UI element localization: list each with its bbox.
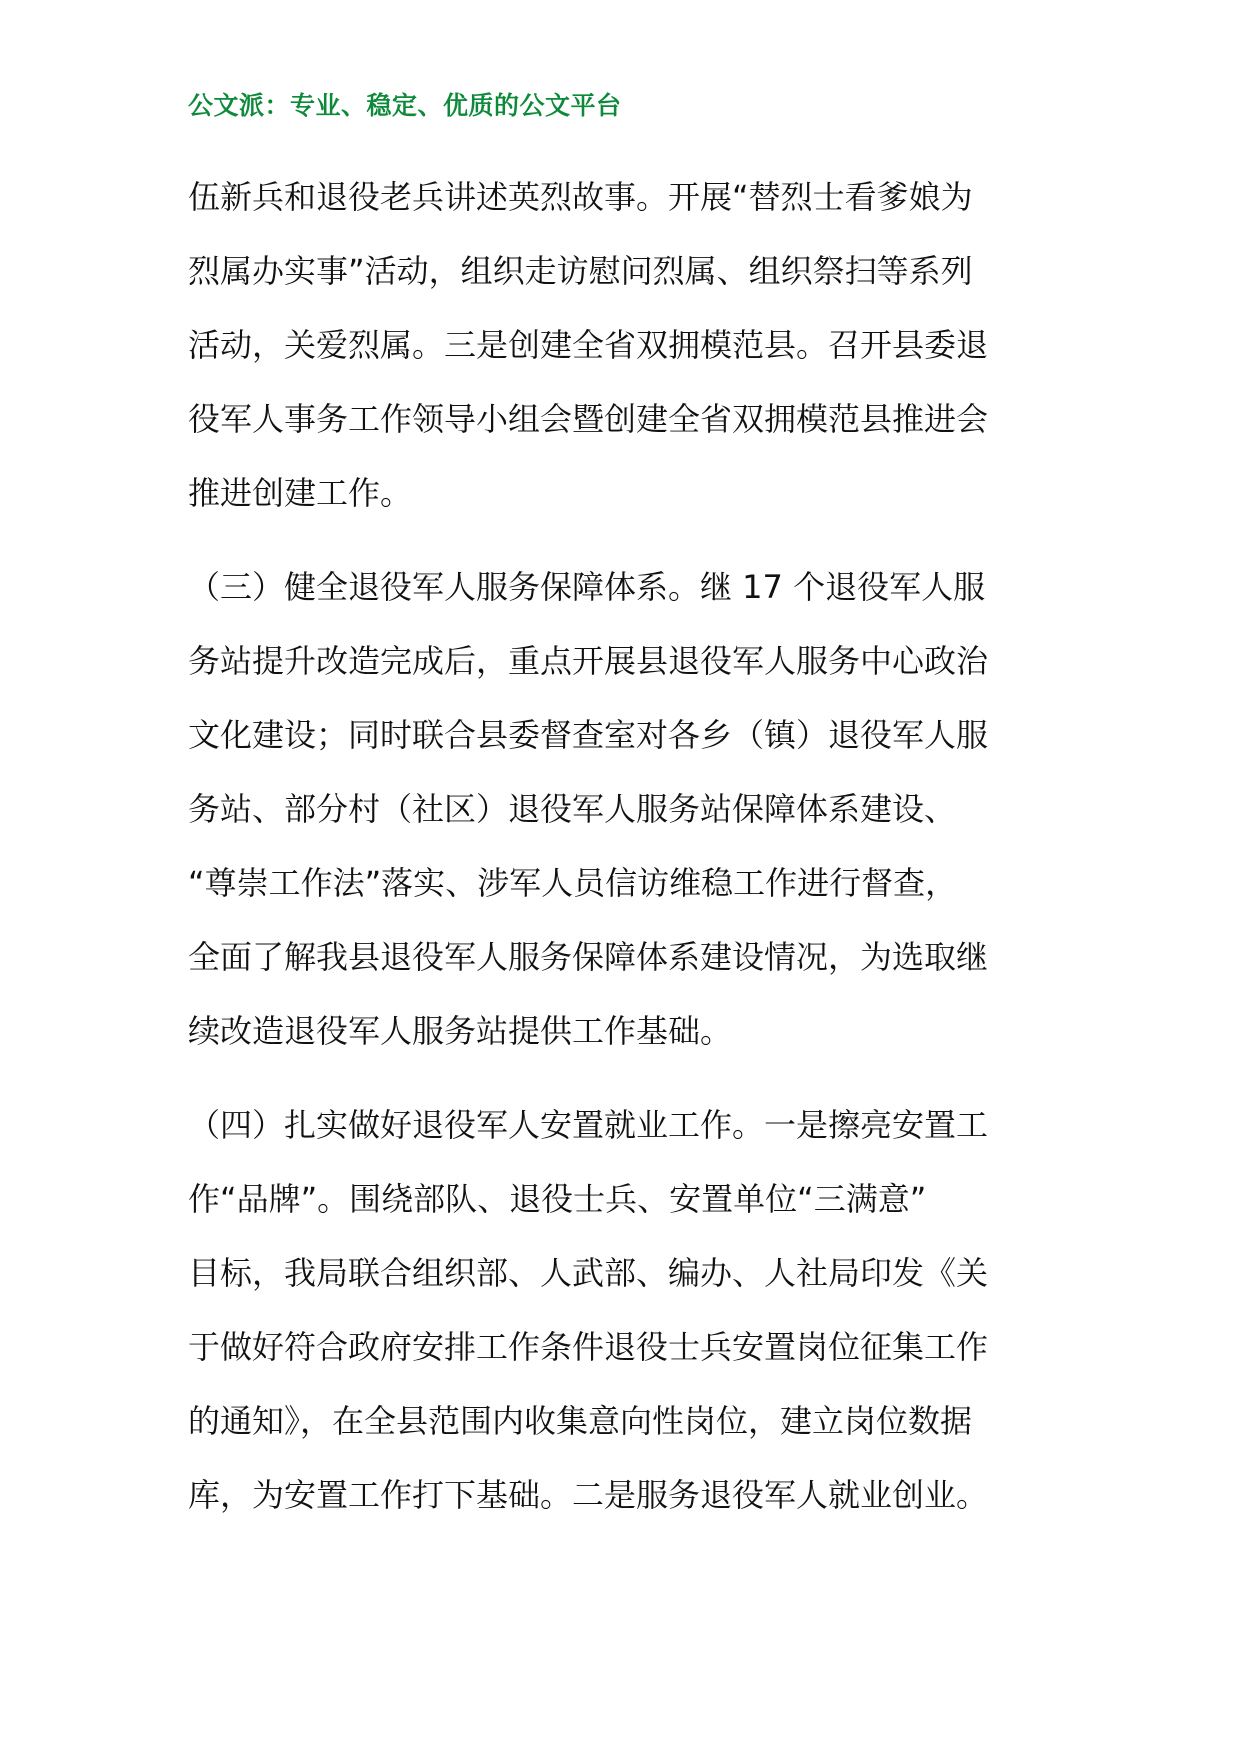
document-body <box>188 160 1058 1532</box>
paragraph-gap <box>188 530 1058 550</box>
text-line: 目标，我局联合组织部、人武部、编办、人社局印发《关 <box>188 1254 989 1292</box>
text-line: 伍新兵和退役老兵讲述英烈故事。开展“替烈士看爹娘为 <box>188 178 973 216</box>
text-line: 作“品牌”。围绕部队、退役士兵、安置单位“三满意” <box>188 1180 927 1218</box>
text-line: “尊崇工作法”落实、涉军人员信访维稳工作进行督查， <box>188 864 958 902</box>
text-line: 的通知》，在全县范围内收集意向性岗位，建立岗位数据 <box>188 1402 973 1440</box>
text-line: 烈属办实事”活动，组织走访慰问烈属、组织祭扫等系列 <box>188 252 973 290</box>
text-line: 务站提升改造完成后，重点开展县退役军人服务中心政治 <box>188 642 989 680</box>
text-line: 役军人事务工作领导小组会暨创建全省双拥模范县推进会 <box>188 400 989 438</box>
paragraph-2 <box>188 550 1058 1068</box>
text-line: （三）健全退役军人服务保障体系。继 17 个退役军人服 <box>188 568 986 606</box>
text-line: 文化建设；同时联合县委督查室对各乡（镇）退役军人服 <box>188 716 989 754</box>
paragraph-gap <box>188 1068 1058 1088</box>
text-line: 务站、部分村（社区）退役军人服务站保障体系建设、 <box>188 790 957 828</box>
site-header: 公文派：专业、稳定、优质的公文平台 <box>188 91 622 120</box>
text-line: 续改造退役军人服务站提供工作基础。 <box>188 1012 733 1050</box>
text-line: 全面了解我县退役军人服务保障体系建设情况，为选取继 <box>188 938 989 976</box>
text-line: （四）扎实做好退役军人安置就业工作。一是擦亮安置工 <box>188 1106 989 1144</box>
text-line: 库，为安置工作打下基础。二是服务退役军人就业创业。 <box>188 1476 989 1514</box>
text-line: 于做好符合政府安排工作条件退役士兵安置岗位征集工作 <box>188 1328 989 1366</box>
text-line: 活动，关爱烈属。三是创建全省双拥模范县。召开县委退 <box>188 326 989 364</box>
paragraph-3 <box>188 1088 1058 1532</box>
text-line: 推进创建工作。 <box>188 474 413 512</box>
paragraph-1 <box>188 160 1058 530</box>
